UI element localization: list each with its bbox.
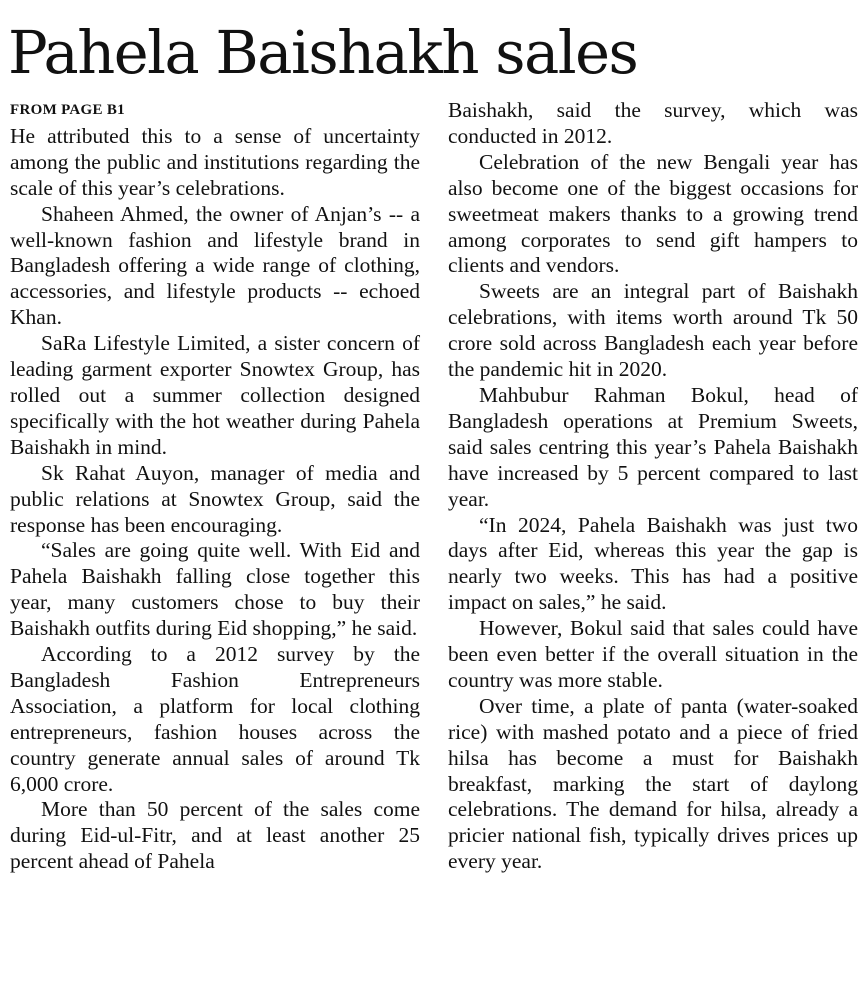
paragraph: He attributed this to a sense of uncertainty among the public and institutions regarding the scale of this year’s celebrations.	[10, 123, 420, 200]
paragraph: SaRa Lifestyle Limited, a sister concern of leading garment exporter Snowtex Group, has rolled out a summer collection designed specifically with the hot weather during Pahela Baishakh in mind.	[10, 331, 420, 459]
paragraph: Sk Rahat Auyon, manager of media and public relations at Snowtex Group, said the response has been encouraging.	[10, 460, 420, 537]
paragraph: Sweets are an integral part of Baishakh celebrations, with items worth around Tk 50 crore sold across Bangladesh each year before the pandemic hit in 2020.	[448, 279, 858, 382]
paragraph: Over time, a plate of panta (water-soaked rice) with mashed potato and a piece of fried hilsa has become a must for Baishakh breakfast, marking the start of daylong celebrations. The demand for hilsa, already a pricier national fish, typically drives prices up every year.	[448, 693, 858, 874]
column-right	[448, 98, 858, 875]
paragraph: “Sales are going quite well. With Eid and Pahela Baishakh falling close together this year, many customers chose to buy their Baishakh outfits during Eid shopping,” he said.	[10, 538, 420, 641]
headline: Pahela Baishakh sales	[8, 18, 638, 87]
paragraph: According to a 2012 survey by the Bangladesh Fashion Entrepreneurs Association, a platform for local clothing entrepreneurs, fashion houses across the country generate annual sales of around Tk 6,000 crore.	[10, 642, 420, 796]
paragraph: Celebration of the new Bengali year has also become one of the biggest occasions for sweetmeat makers thanks to a growing trend among corporates to send gift hampers to clients and vendors.	[448, 149, 858, 278]
paragraph: Mahbubur Rahman Bokul, head of Bangladesh operations at Premium Sweets, said sales centring this year’s Pahela Baishakh have increased by 5 percent compared to last year.	[448, 382, 858, 511]
continuation-kicker: FROM PAGE B1	[10, 102, 125, 118]
paragraph: “In 2024, Pahela Baishakh was just two days after Eid, whereas this year the gap is nearly two weeks. This has had a positive impact on sales,” he said.	[448, 512, 858, 615]
paragraph: More than 50 percent of the sales come during Eid-ul-Fitr, and at least another 25 percent ahead of Pahela	[10, 797, 420, 874]
paragraph: Shaheen Ahmed, the owner of Anjan’s -- a well-known fashion and lifestyle brand in Bangladesh offering a wide range of clothing, accessories, and lifestyle products -- echoed Khan.	[10, 201, 420, 330]
paragraph: Baishakh, said the survey, which was conducted in 2012.	[448, 98, 858, 148]
paragraph: However, Bokul said that sales could have been even better if the overall situation in the country was more stable.	[448, 616, 858, 692]
column-left	[10, 98, 420, 875]
